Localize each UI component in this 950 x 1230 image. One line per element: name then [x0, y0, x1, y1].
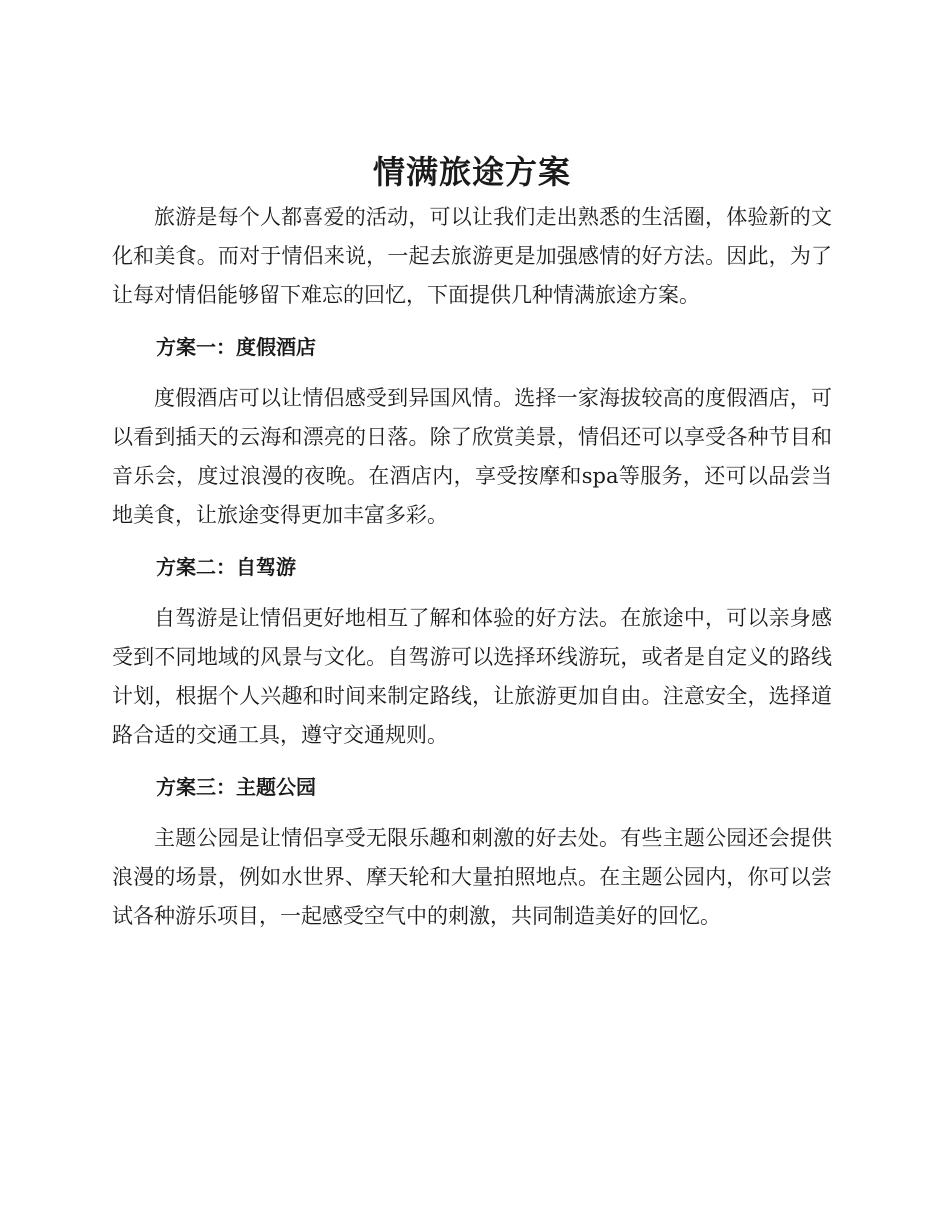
- intro-paragraph: 旅游是每个人都喜爱的活动，可以让我们走出熟悉的生活圈，体验新的文化和美食。而对于情侣来说，一起去旅游更是加强感情的好方法。因此，为了让每对情侣能够留下难忘的回忆，下面提供几种情满旅途方案。: [112, 205, 832, 307]
- section-body-road-trip: 自驾游是让情侣更好地相互了解和体验的好方法。在旅途中，可以亲身感受到不同地域的风景与文化。自驾游可以选择环线游玩，或者是自定义的路线计划，根据个人兴趣和时间来制定路线，让旅游更加自由。注意安全，选择道路合适的交通工具，遵守交通规则。: [112, 606, 832, 747]
- section-heading-road-trip: 方案二：自驾游: [156, 555, 296, 579]
- document-page: [112, 150, 832, 936]
- section-body-hotel: 度假酒店可以让情侣感受到异国风情。选择一家海拔较高的度假酒店，可以看到插天的云海和漂亮的日落。除了欣赏美景，情侣还可以享受各种节目和音乐会，度过浪漫的夜晚。在酒店内，享受按摩和spa等服务，还可以品尝当地美食，让旅途变得更加丰富多彩。: [112, 386, 832, 527]
- section-heading-theme-park: 方案三：主题公园: [156, 775, 316, 799]
- section-body-theme-park: 主题公园是让情侣享受无限乐趣和刺激的好去处。有些主题公园还会提供浪漫的场景，例如水世界、摩天轮和大量拍照地点。在主题公园内，你可以尝试各种游乐项目，一起感受空气中的刺激，共同制造美好的回忆。: [112, 826, 832, 928]
- section-heading-hotel: 方案一：度假酒店: [156, 335, 316, 359]
- document-title: 情满旅途方案: [372, 153, 571, 191]
